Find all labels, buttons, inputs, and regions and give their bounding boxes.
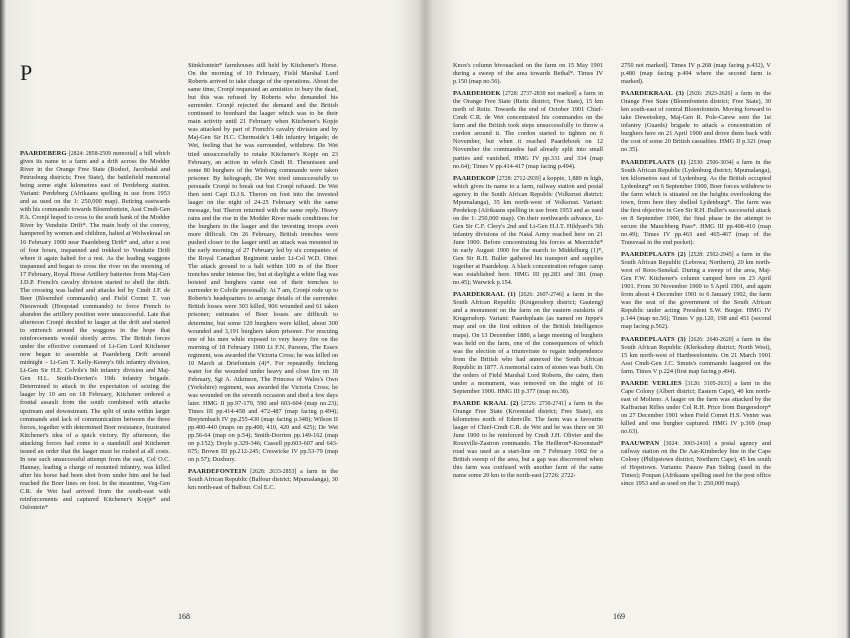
entry-text: Stinkfontein* farmhouses still held by Kitchener's Horse. On the morning of 19 February, Field Marshal Lord Roberts arrived to take charge of the operations. About the same time, Cronjé requested an armistice to bury the dead, but this was refused by Roberts who demanded his surrender. Cronjé rejected the demand and the British continued to bombard the laager which was to be their main activity until 21 February when Kitchener's Kopje was attacked by part of French's cavalry division and by Maj-Gen Sir H.C. Chermside's 14th infantry brigade; de Wet, feeling that he was surrounded, withdrew. De Wet tried unsuccessfully to retake Kitchener's Kopje on 23 February, an action in which Cmdt H. Theunissen and some 80 burghers of the Winburg commando were taken prisoner. By heliograph, De Wet tried unsuccessfully to persuade Cronjé to break out but Cronjé refused. De Wet then sent Capt D.J.S. Theron on foot into the invested laager on the night of 24-25 February with the same message, but Theron returned with the same reply. Heavy rains and the rise in the Modder River made conditions for the burghers in the laager and the investing troops even more difficult. On 26 February, British trenches were pushed closer to the laager until an attack was mounted in the early morning of 27 February led by six companies of the Royal Canadian Regiment under Lt-Col W.D. Otter. The attack ground to a halt within 100 m of the Boer trenches under intense fire, but at daylight a white flag was hoisted and burghers came out of their trenches to surrender to Colvile personally. At 7 am, Cronjé rode up to Roberts's headquarters to arrange details of the surrender. British losses were 303 killed, 906 wounded and 61 taken prisoner; estimates of Boer losses are difficult to determine, but some 120 burghers were killed, about 300 wounded and 3,191 burghers taken prisoner. For rescuing one of his men while exposed to very heavy fire on the morning of 18 February 1900 Lt F.N. Parsons, The Essex regiment, was awarded the Victoria Cross; he was killed on 10 March at Driefontein (4)*. For repeatedly fetching water for the wounded under heavy and close fire on 18 February, Sgt A. Atkinson, The Princess of Wales's Own (Yorkshire) regiment, was awarded the Victoria Cross; he was wounded on the seventh occasion and died a few days later. HMG II pp.97-179, 590 and 603-604 (map no.23); Times III pp.414-458 and 472-487 (map facing p.494); Breytenbach IV pp.255-430 (map facing p.348); Wilson II pp.400-440 (maps on pp.400, 410, 420 and 425); De Wet pp.56-64 (map on p.54); Smith-Dorrien pp.149-162 (map on p.152); Doyle p.329-346; Cassell pp.603-607 and 643-675; Brown III pp.212-245; Creswicke IV pp.53-79 (map on p.57); Duxbury. [188, 62, 338, 464]
entry-text: a koppie, 1,889 m high, which gives its name to a farm, railway station and postal agency in the South African Republic (Volksrust district; Mpumalanga), 35 km north-west of Volksrust. Variant: Perdekop (Afrikaans spelling in use from 1953 and as used on the 1: 250,000 map). On their northwards advance, Lt-Gen Sir C.F. Clery's 2nd and Lt-Gen H.J.T. Hildyard's 5th infantry divisions of the Natal Army reached here on 21 June 1900. Before concentrating his forces at Meerzicht* in early August 1900 for the march to Middelburg (1)*, Gen Sir R.H. Buller gathered his transport and supplies together at Paardekop. A black concentration refugee camp was established here. HMG III pp.283 and 381 (map no.45); Warwick p.154. [453, 174, 604, 287]
entry-coordinates: [2626: 2640-2620] a farm [688, 336, 753, 343]
entry-coordinates: [2530: 2506-3034] a farm [688, 159, 753, 166]
page-number-left: 168 [178, 612, 190, 621]
gazetteer-entry [188, 62, 338, 464]
entry-headword: PAARDEBERG [20, 150, 67, 157]
entry-coordinates: [2626: 2607-2746] [518, 292, 564, 299]
entry-text: in the South African Republic (Lydenburg district; Mpumalanga), ten kilometres east of Lydenburg. As the British occupied Lydenburg* on 6 September 1900, Boer forces withdrew to the farm which is situated on the heights overlooking the town, from here they shelled Lydenburg*. The farm was the first objective in Gen Sir R.H. Buller's successful attack on 8 September 1900, the final phase in the attempt to secure the Mauchberg Pass*. HMG III pp.408-410 (map no.49); Times IV pp.463 and 465-467 (map of the Transvaal in the end pocket). [621, 158, 772, 246]
entry-coordinates: [3024: 3003-2410] a postal [663, 441, 736, 448]
gazetteer-entry [621, 159, 771, 248]
gazetteer-entry [20, 150, 170, 512]
entry-headword: PAARDE KRAAL (2) [453, 399, 519, 407]
entries [621, 62, 771, 488]
gazetteer-entry [453, 90, 603, 170]
entry-text: in the South African Republic (Lebowa; Northern), 20 km north-west of Roos-Senekal. During a sweep of the area, Maj-Gen F.W. Kitchener's column camped here on 23 April 1901. From 30 November 1900 to 5 April 1901, and again from about 4 December 1901 to 6 January 1902, the farm was the seat of the government of the South African Republic under acting President S.W. Burger. HMG IV p.144 (map no.56); Times V pp.120, 198 and 451 (second map facing p.562). [621, 251, 772, 331]
entry-text: in the Cape Colony (Albert district; Eastern Cape), 40 km north-east of Molteno. A laager on the farm was attacked by the Kaffrarian Rifles under Col R.H. Price from Burgersdorp* on 27 December 1901 when Field Cornet H.S. Venter was killed and one burgher captured. HMG IV p.369 (map no.63). [621, 379, 772, 436]
gazetteer-entry [621, 336, 771, 376]
entry-text: 2750 not marked]. Times IV p.268 (map facing p.432), V p.480 (map facing p.494 where the second farm is marked). [621, 62, 771, 86]
entry-coordinates: [2726: 2730-2741] a farm [521, 400, 585, 407]
gazetteer-entry [453, 62, 603, 86]
entry-text: a hill which gives its name to a farm and a drift across the Modder River in the Orange Free State (Boshof, Jacobsdal and Petrusburg districts; Free State), the battlefield memorial being some eight kilometres east of Perdeberg station. Variant: Perdeberg (Afrikaans spelling in use from 1953 and as used on the 1: 250,000 map). Retiring eastwards with his commando towards Bloemfontein, Asst Cmdt-Gen P.A. Cronjé hoped to cross to the south bank of the Modder River by Vendutie Drift*. The main body of the convoy, hampered by women and children, halted at Wolwekraal on 16 February 1900 near Paardeberg Drift* and, after a rest of four hours, inspanned and trekked to Vendutie Drift where it again halted for a rest. As the leading waggons inspanned and began to cross the river on the morning of 17 February, Royal Horse Artillery batteries from Maj-Gen J.D.P. French's cavalry division started to shell the drift. The crossing was halted and attacks led by Cmdt J.F. de Beer (Bloemhof commando) and Field Cornet T. van Nieuwoudt (Hoopstad commando) to force French to abandon the artillery position were unsuccessful. Late that afternoon Cronjé decided to laager at the drift and started to entrench around the waggons in the hope that reinforcements would shortly arrive. The British forces under the effective command of Lt-Gen Lord Kitchener now began to assemble at Paardeberg Drift around midnight – Lt-Gen T. Kelly-Kenny's 6th infantry division, Lt-Gen Sir H.E. Colvile's 9th infantry division and Maj-Gen H.L. Smith-Dorrien's 19th infantry brigade. Determined to attack in the expectation of seizing the laager by 10 am on 18 February, Kitchener ordered a frontal assault from the south combined with attacks upstream and downstream. The split of units within larger commands and lack of communication between the three forces, together with determined Boer resistance, frustrated Kitchener's idea of a quick victory. By afternoon, the attacking forces had come to a standstill and Kitchener issued an order that the laager must be rushed at all costs. In one such unsuccessful attempt from the east, Col O.C. Hannay, leading a charge of mounted infantry, was killed after his horse had been shot from under him and he had reached the Boer lines on foot. In the meantime, Veg-Gen C.R. de Wet had arrived from the south-east with reinforcements and captured Kitchener's Kopje* and Osfontein* [20, 150, 171, 512]
entry-headword: PAARDEHOEK [453, 90, 501, 98]
left-column-1 [20, 62, 170, 516]
entry-headword: PAARDEFONTEIN [188, 468, 247, 476]
gazetteer-entry [453, 175, 603, 288]
entry-text: in the Orange Free State (Kroonstad district; Free State), six kilometres north of Edenville. The farm was a favourite laager of Chief-Cmdt C.R. de Wet and he was there on 30 June 1900 to be reinforced by Cmdt J.H. Olivier and the Rouxville-Zastron commando. The Heilbron*-Kroonstad* road was used as a start-line on 7 February 1902 for a British sweep of the area, but a gap was discovered when this farm was confused with another farm of the same name some 20 km to the north-east [2726: 2722- [453, 399, 604, 480]
right-column-1 [453, 62, 603, 484]
left-column-2 [188, 62, 338, 496]
gazetteer-entry [188, 468, 338, 492]
entry-text: in the South African Republic (Balfour district; Mpumalanga), 30 km north-east of Balfour. Col E.C. [188, 468, 339, 492]
entries [188, 62, 338, 492]
entry-headword: PAARDEPLAATS (2) [621, 251, 686, 259]
gazetteer-entry [621, 440, 771, 488]
entry-headword: PAARDEKRAAL (1) [453, 291, 516, 299]
entries [20, 150, 170, 512]
entry-coordinates: [2528: 2502-2945] a farm [688, 252, 753, 259]
entry-text: a farm in the South African Republic (Krugersdorp district; Gauteng) and a monument on the farm on the eastern outskirts of Krugersdorp. Variant: Paardeplaats (as named on Jeppe's map and on the first edition of the British Intelligence maps). On 13 December 1880, a large meeting of burghers was held on the farm, one of the consequences of which was the election of a triumvirate to regain independence from the British who had annexed the South African Republic in 1877. A memorial cairn of stones was built. On the orders of Field Marshal Lord Roberts, the cairn, then under a monument, was removed on the night of 16 September 1900. HMG III p.377 (map no.38). [453, 291, 603, 395]
entry-headword: PAARDEKOP [453, 174, 496, 182]
entry-text: a farm in the Orange Free State (Reitz district; Free State), 15 km north of Reitz. Towards the end of October 1901 Chief-Cmdt C.R. de Wet concentrated his commandos on the farm and the British took steps unsuccessfully to throw a cordon around it. The cordon started to tighten on 6 November, but when it reached Paardehoek on 12 November the commandos had already split into small parties and vanished. HMG IV pp.331 and 334 (map no.64); Times V pp.414-417 (map facing p.494). [453, 90, 604, 170]
entry-coordinates: [2628: 2633-2853] a farm [250, 469, 318, 476]
gazetteer-entry [453, 291, 603, 396]
entry-coordinates: [2824: 2858-2509 memorial] [68, 151, 138, 157]
gazetteer-entry [453, 400, 603, 480]
entry-text: in the Orange Free State (Bloemfontein district; Free State), 30 km south-east of central Bloemfontein. Moving forward to take Dewetsdorp, Maj-Gen R. Pole-Carew sent the 1st infantry (Guards) brigade to attack a concentration of burghers here on 21 April 1900 and drove them back with the cost of some 20 British casualties. HMG II p.321 (map no.35). [621, 90, 772, 154]
entry-text: in the South African Republic (Klerksdorp district; North West), 15 km north-west of Hartbeesfontein. On 21 March 1901 Asst Cmdt-Gen J.C. Smuts's commando laagered on the farm. Times V p.224 (first map facing p.494). [621, 335, 772, 375]
entry-coordinates: [2926: 2923-2626] a farm [687, 91, 753, 98]
entry-headword: PAARDEPLAATS (1) [621, 158, 686, 166]
entry-coordinates: [3126: 3105-2633] a farm [685, 380, 752, 387]
entry-headword: PAAUWPAN [621, 440, 660, 448]
right-column-2 [621, 62, 771, 492]
section-letter: P [20, 60, 33, 85]
gazetteer-entry [621, 62, 771, 86]
entry-text: agency and railway station on the De Aar-Kimberley line in the Cape Colony (Philipstown district; Northern Cape), 45 km south of Hopetown. Variants: Pauuw Pan Siding (used in the Times); Poupan (Afrikaans spelling used for the post office since 1953 and as used on the 1: 250,000 map). [621, 440, 772, 488]
entry-coordinates: [2728: 2712-2939] [496, 175, 541, 182]
entries [453, 62, 603, 480]
page-number-right: 169 [613, 612, 625, 621]
right-page [425, 0, 850, 638]
entry-headword: PAARDEKRAAL (3) [621, 90, 684, 98]
gazetteer-entry [621, 251, 771, 331]
gazetteer-entry [621, 90, 771, 154]
gazetteer-entry [621, 380, 771, 436]
entry-coordinates: [2728: 2737-2830 not marked] [503, 91, 577, 98]
entry-headword: PAARDEPLAATS (3) [621, 335, 686, 343]
entry-headword: PAARDE VERLIES [621, 379, 682, 387]
entry-text: Knox's column bivouacked on the farm on 15 May 1901 during a sweep of the area towards Bethal*. Times IV p.150 (map no.56). [453, 62, 603, 86]
